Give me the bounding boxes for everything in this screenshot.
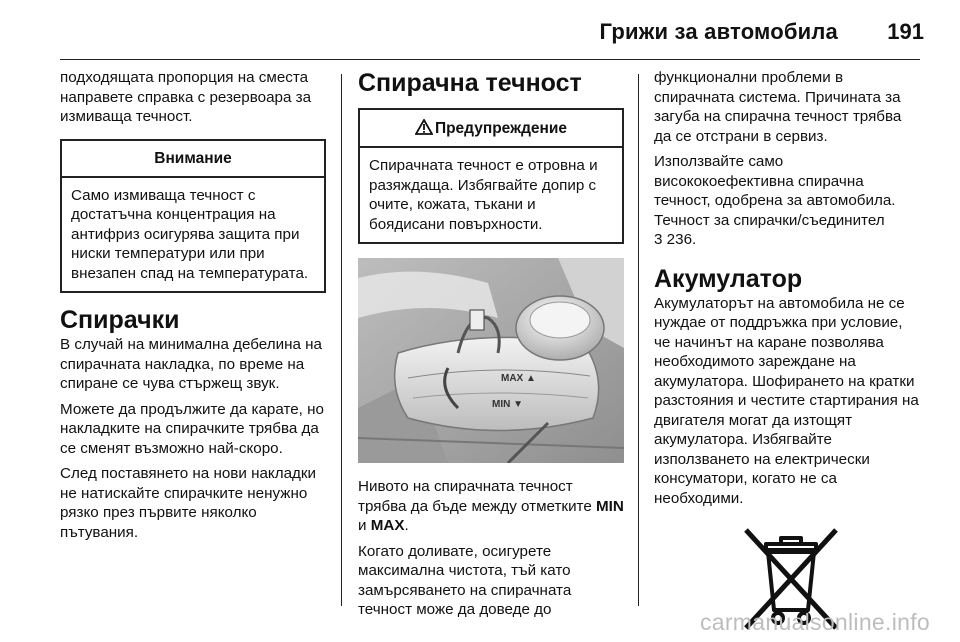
- use-fluid-text: Използвайте само висококоефективна спирачна течност, одобрена за автомобила. Течност за спирачки/съединител: [654, 153, 896, 229]
- page-reference: 236.: [662, 231, 697, 248]
- min-mark: MIN: [596, 497, 624, 515]
- column-2: [358, 68, 624, 626]
- brakes-paragraph-1: В случай на минимална дебелина на спирачната накладка, по време на спиране се чува стържещ звук.: [60, 336, 322, 392]
- caution-box: [60, 139, 326, 294]
- intro-paragraph: подходящата пропорция на сместа направете справка с резервоара за измиваща течност.: [60, 69, 312, 125]
- max-mark: MAX: [370, 517, 405, 534]
- fluid-level-text: Нивото на спирачната течност трябва да бъде между отметките: [358, 478, 597, 515]
- brakes-heading: Спирачки: [60, 306, 180, 334]
- photo-max-label: MAX ▲: [501, 373, 536, 384]
- warning-triangle-icon: [415, 119, 433, 135]
- brakes-paragraph-2: Можете да продължите да карате, но накладките на спирачките трябва да се сменят възможно най-скоро.: [60, 400, 324, 457]
- warning-title: Предупреждение: [434, 120, 568, 137]
- caution-title: Внимание: [62, 141, 324, 178]
- battery-paragraph: Акумулаторът на автомобила не се нуждае от поддръжка при условие, че начинът на каране позволява необходимото зареждане на акумулатора. Шофирането на кратки разстояния и честите стартирания на двигателя могат да изтощят акумулатора. Избягвайте използването на електрически консуматори, когато не са необходими.: [654, 294, 919, 507]
- caution-body: Само измиваща течност с достатъчна концентрация на антифриз осигурява защита при ниски температури или при внезапен спад на температурата.: [71, 186, 309, 282]
- page-header: [0, 0, 960, 60]
- warning-body: Спирачната течност е отровна и разяждаща. Избягвайте допир с очите, кожата, тъкани и боядисани повърхности.: [369, 157, 598, 233]
- page-number: 191: [887, 19, 924, 44]
- warning-box: [358, 108, 624, 244]
- warning-title-row: [360, 110, 622, 148]
- period: .: [404, 517, 409, 534]
- column-divider-2: [638, 74, 639, 606]
- continued-paragraph: функционални проблеми в спирачната система. Причината за загуба на спирачна течност трябва да се отстрани в сервиз.: [654, 69, 902, 145]
- use-fluid-paragraph: [654, 152, 920, 250]
- brakes-paragraph-3: След поставянето на нови накладки не натискайте спирачките ненужно рязко през първите няколко пътувания.: [60, 465, 317, 541]
- topup-paragraph: Когато доливате, осигурете максимална чистота, тъй като замърсяването на спирачната течност може да доведе до: [358, 542, 572, 618]
- header-rule: [60, 59, 920, 60]
- column-divider-1: [341, 74, 342, 606]
- and-word: и: [358, 517, 371, 534]
- photo-min-label: MIN ▼: [492, 399, 524, 410]
- column-3: [654, 68, 920, 634]
- page-reference-arrow: 3: [654, 231, 663, 248]
- battery-heading: Акумулатор: [654, 264, 803, 293]
- brake-fluid-reservoir-photo: [358, 258, 624, 463]
- column-1: [60, 68, 326, 548]
- reservoir-illustration: [358, 258, 624, 463]
- watermark: carmanualsonline.info: [699, 609, 930, 635]
- brake-fluid-heading: Спирачна течност: [358, 69, 582, 97]
- page-title: Грижи за автомобила: [599, 19, 838, 44]
- fluid-level-paragraph: [358, 477, 624, 536]
